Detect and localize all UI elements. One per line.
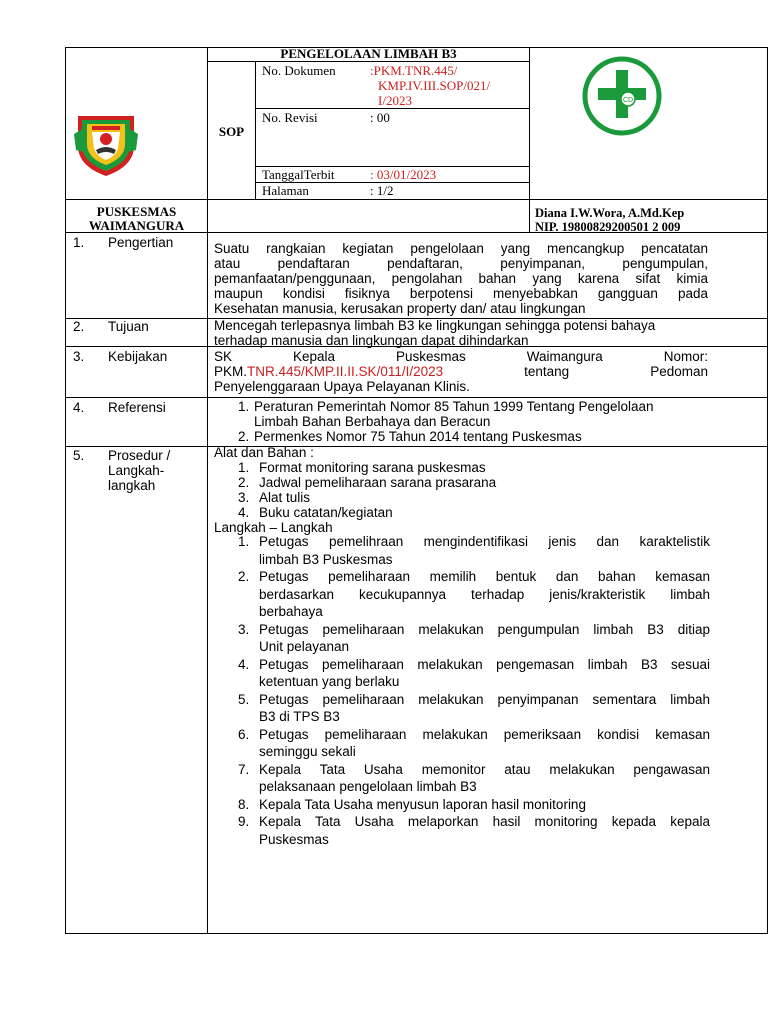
alat-text: Alat tulis	[259, 490, 311, 505]
alat-item	[214, 505, 714, 520]
svg-text:CD: CD	[622, 97, 634, 104]
section-body-prosedur	[214, 445, 714, 535]
kebijakan-line-3: Penyelenggaraan Upaya Pelayanan Klinis.	[214, 379, 470, 394]
pengertian-line: Suatu rangkaian kegiatan pengelolaan yang mencangkup pencatatan	[214, 241, 708, 256]
signer-block	[535, 206, 684, 234]
alat-text: Format monitoring sarana puskesmas	[259, 460, 486, 475]
pengertian-line: pemanfaatan/penggunaan, pengolahan bahan yang karena sifat kimia	[214, 271, 708, 286]
referensi-item	[214, 399, 764, 429]
langkah-number: 9.	[238, 814, 250, 829]
section-title-kebijakan: Kebijakan	[108, 349, 168, 364]
no-dokumen-line-1: :PKM.TNR.445/	[370, 63, 458, 78]
referensi-line: Limbah Bahan Berbahaya dan Beracun	[254, 414, 491, 429]
section-title-referensi: Referensi	[108, 400, 166, 415]
no-dokumen-line-3: I/2023	[378, 93, 412, 108]
alat-number: 4.	[238, 505, 250, 520]
langkah-line: Kepala Tata Usaha memonitor atau melakukan pengawasan	[259, 761, 710, 777]
section-title-pengertian: Pengertian	[108, 235, 174, 250]
kebijakan-sk-number: TNR.445/KMP.II.II.SK/011/I/2023	[247, 364, 444, 379]
referensi-line: Permenkes Nomor 75 Tahun 2014 tentang Puskesmas	[254, 429, 582, 444]
alat-number: 2.	[238, 475, 250, 490]
kebijakan-line-1: SK Kepala Puskesmas Waimangura Nomor:	[214, 349, 708, 364]
referensi-item-number: 2.	[238, 429, 250, 444]
langkah-number: 1.	[238, 534, 250, 549]
prosedur-title-line: Langkah-	[108, 463, 165, 478]
langkah-line: Kepala Tata Usaha melaporkan hasil monitoring kepada kepala	[259, 814, 710, 829]
langkah-number: 3.	[238, 621, 250, 637]
langkah-list	[214, 533, 710, 848]
referensi-item-number: 1.	[238, 399, 250, 414]
section-number-5: 5.	[73, 448, 85, 463]
langkah-line: Puskesmas	[259, 831, 329, 847]
langkah-line: berdasarkan kecukupannya terhadap jenis/krakteristik limbah	[259, 586, 710, 602]
langkah-item	[214, 568, 710, 621]
pengertian-line: maupun kondisi fisiknya berpotensi menyebabkan gangguan pada	[214, 286, 708, 301]
tujuan-line: Mencegah terlepasnya limbah B3 ke lingkungan sehingga potensi bahaya	[214, 318, 656, 333]
alat-heading: Alat dan Bahan :	[214, 445, 314, 460]
langkah-item	[214, 796, 710, 814]
field-tanggal-terbit-label: TanggalTerbit	[262, 167, 335, 182]
langkah-item	[214, 691, 710, 726]
langkah-line: Petugas pemeliharaan melakukan pengumpulan limbah B3 ditiap	[259, 621, 710, 637]
langkah-heading: Langkah – Langkah	[214, 520, 333, 535]
regency-logo	[70, 106, 142, 178]
section-number-1: 1.	[73, 235, 85, 250]
langkah-number: 6.	[238, 726, 250, 742]
section-number-2: 2.	[73, 319, 85, 334]
org-line-2: WAIMANGURA	[88, 218, 185, 233]
prosedur-title-line: Prosedur /	[108, 448, 171, 463]
sop-label: SOP	[218, 124, 245, 139]
organization-name	[66, 205, 207, 233]
langkah-number: 5.	[238, 691, 250, 707]
langkah-number: 8.	[238, 796, 250, 812]
field-no-revisi-value: : 00	[370, 110, 390, 125]
alat-number: 1.	[238, 460, 250, 475]
section-number-3: 3.	[73, 349, 85, 364]
field-no-dokumen-label: No. Dokumen	[262, 63, 336, 78]
langkah-line: B3 di TPS B3	[259, 709, 340, 724]
alat-text: Jadwal pemeliharaan sarana prasarana	[259, 475, 497, 490]
field-halaman-label: Halaman	[262, 183, 309, 198]
langkah-number: 4.	[238, 656, 250, 672]
prosedur-title-line: langkah	[108, 478, 156, 493]
kebijakan-line-2	[214, 364, 708, 379]
pengertian-line: Kesehatan manusia, kerusakan property dan/ atau lingkungan	[214, 301, 586, 316]
section-body-referensi	[214, 399, 764, 444]
tujuan-line: terhadap manusia dan lingkungan dapat dihindarkan	[214, 333, 529, 348]
langkah-line: Unit pelayanan	[259, 639, 350, 654]
langkah-number: 7.	[238, 761, 250, 777]
alat-item	[214, 475, 714, 490]
langkah-line: limbah B3 Puskesmas	[259, 551, 393, 567]
puskesmas-logo	[582, 56, 662, 136]
langkah-line: berbahaya	[259, 604, 323, 619]
document-title: PENGELOLAAN LIMBAH B3	[280, 46, 457, 61]
kebijakan-tentang: tentang Pedoman	[524, 364, 708, 379]
referensi-item	[214, 429, 764, 444]
section-body-tujuan	[214, 318, 740, 348]
langkah-item	[214, 813, 710, 848]
langkah-line: Petugas pemeliharaan melakukan pemeriksaan kondisi kemasan	[259, 726, 710, 742]
langkah-line: pelaksanaan pengelolaan limbah B3	[259, 779, 477, 794]
alat-text: Buku catatan/kegiatan	[259, 505, 393, 520]
langkah-item	[214, 726, 710, 761]
referensi-line: Peraturan Pemerintah Nomor 85 Tahun 1999 Tentang Pengelolaan	[254, 399, 654, 414]
langkah-line: Petugas pemelihraan mengindentifikasi jenis dan karaktelistik	[259, 534, 710, 549]
langkah-line: Kepala Tata Usaha menyusun laporan hasil monitoring	[259, 796, 586, 812]
langkah-line: ketentuan yang berlaku	[259, 674, 400, 689]
alat-number: 3.	[238, 490, 250, 505]
section-title-tujuan: Tujuan	[108, 319, 149, 334]
org-line-1: PUSKESMAS	[96, 204, 177, 219]
langkah-item	[214, 621, 710, 656]
langkah-item	[214, 533, 710, 568]
kebijakan-prefix: PKM.	[214, 364, 248, 379]
langkah-line: Petugas pemeliharaan memilih bentuk dan bahan kemasan	[259, 569, 710, 584]
section-body-kebijakan	[214, 349, 708, 394]
field-tanggal-terbit-value: : 03/01/2023	[370, 167, 437, 182]
pengertian-line: atau pendaftaran pendaftaran, penyimpanan, pengumpulan,	[214, 256, 708, 271]
section-body-pengertian	[214, 241, 708, 316]
langkah-item	[214, 656, 710, 691]
field-no-dokumen-value	[370, 63, 490, 108]
field-no-revisi-label: No. Revisi	[262, 110, 318, 125]
signer-name: Diana I.W.Wora, A.Md.Kep	[535, 206, 685, 220]
langkah-number: 2.	[238, 569, 250, 584]
signer-nip: NIP. 19800829200501 2 009	[535, 220, 681, 234]
langkah-line: Petugas pemeliharaan melakukan pengemasan limbah B3 sesuai	[259, 656, 710, 672]
section-title-prosedur	[108, 448, 170, 493]
section-number-4: 4.	[73, 400, 85, 415]
field-halaman-value: : 1/2	[370, 183, 394, 198]
langkah-item	[214, 761, 710, 796]
langkah-line: Petugas pemeliharaan melakukan penyimpanan sementara limbah	[259, 691, 710, 707]
langkah-line: seminggu sekali	[259, 744, 356, 759]
no-dokumen-line-2: KMP.IV.III.SOP/021/	[378, 78, 491, 93]
alat-item	[214, 460, 714, 475]
alat-item	[214, 490, 714, 505]
